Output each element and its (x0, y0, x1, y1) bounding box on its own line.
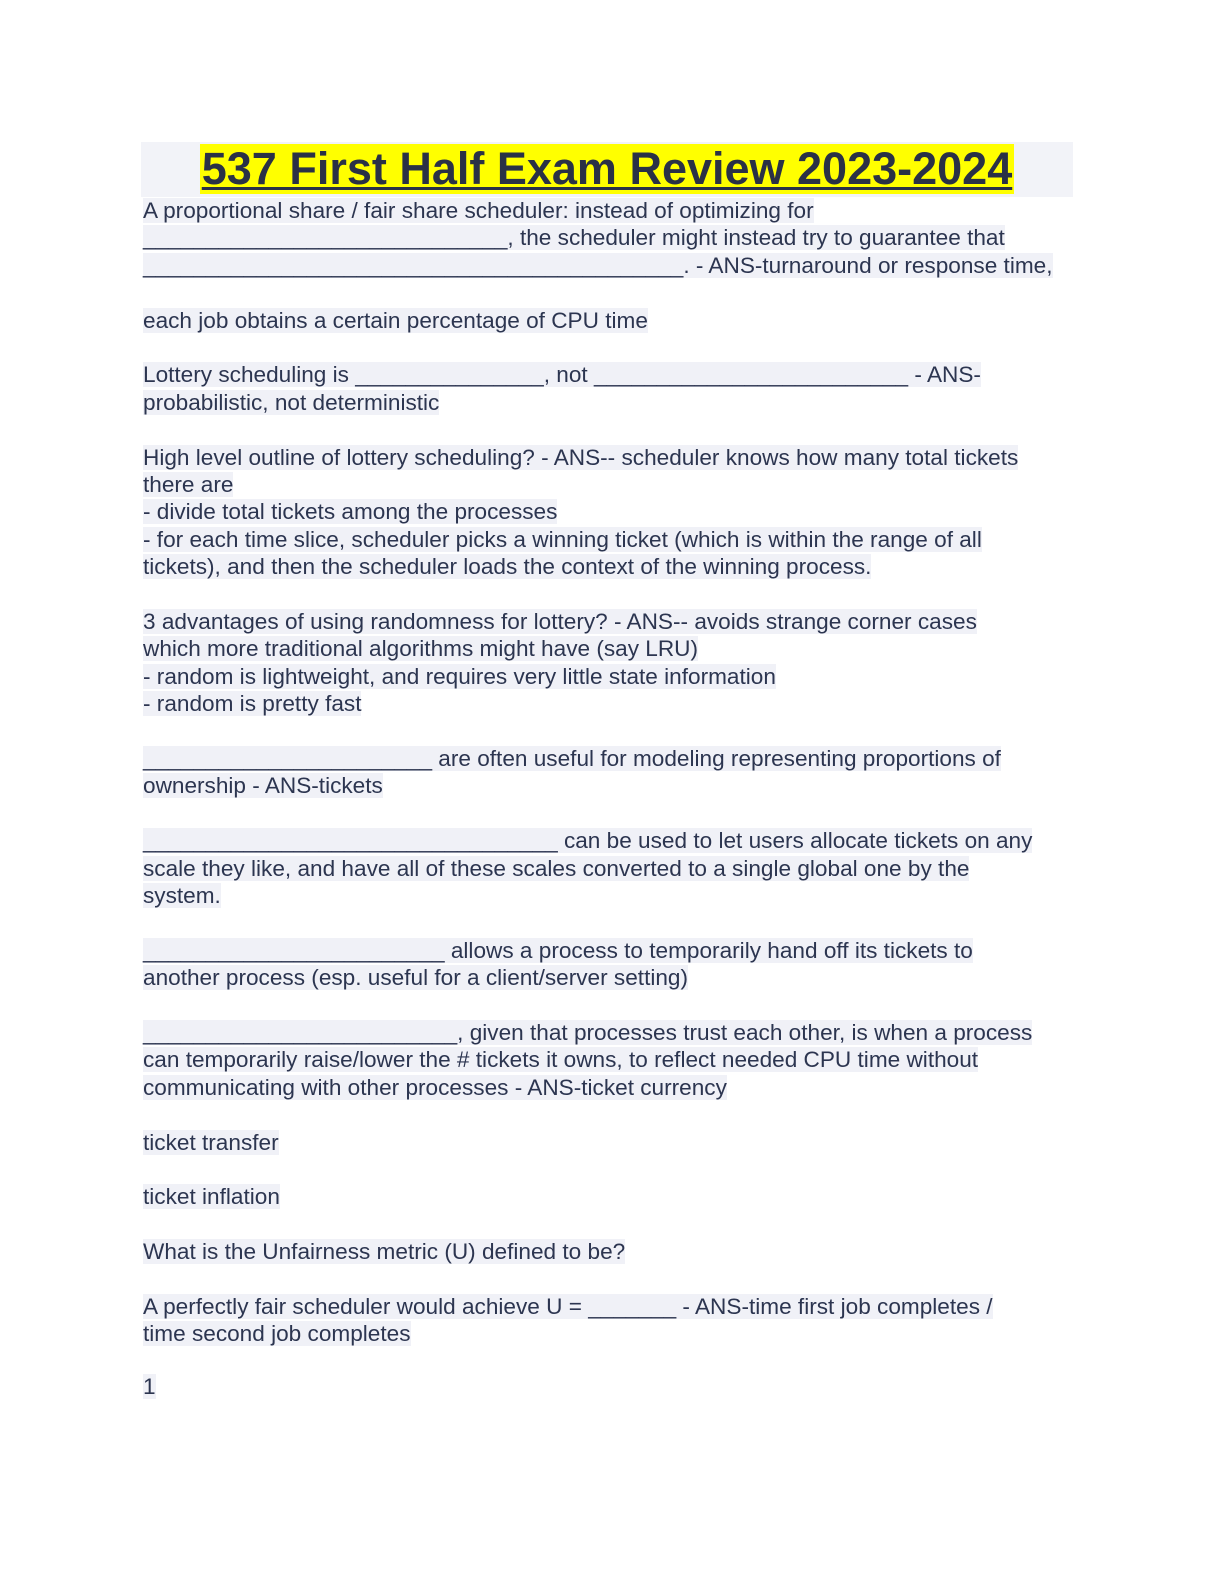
paragraph-8 (143, 937, 1073, 992)
text-line: each job obtains a certain percentage of CPU time (143, 307, 648, 333)
text-line: _______________________ are often useful for modeling representing proportions of (143, 746, 1001, 772)
text-line: time second job completes (143, 1321, 411, 1347)
text-line: tickets), and then the scheduler loads the context of the winning process. (143, 554, 872, 580)
paragraph-9 (143, 1019, 1073, 1101)
title-band (141, 142, 1073, 197)
text-line: ___________________________________________. - ANS-turnaround or response time, (143, 252, 1053, 278)
paragraph-3 (143, 361, 1073, 416)
text-line: _________________________________ can be used to let users allocate tickets on any (143, 828, 1033, 854)
paragraph-1 (143, 197, 1073, 279)
paragraph-2 (143, 307, 1073, 334)
text-line: ticket transfer (143, 1129, 279, 1155)
text-line: probabilistic, not deterministic (143, 389, 440, 415)
text-line: can temporarily raise/lower the # tickets it owns, to reflect needed CPU time without (143, 1047, 979, 1073)
text-line: which more traditional algorithms might have (say LRU) (143, 636, 699, 662)
text-line: _________________________, given that processes trust each other, is when a process (143, 1020, 1033, 1046)
text-line: scale they like, and have all of these scales converted to a single global one by the (143, 855, 970, 881)
paragraph-4 (143, 444, 1073, 581)
paragraph-11 (143, 1183, 1073, 1210)
paragraph-10 (143, 1129, 1073, 1156)
text-line: - random is pretty fast (143, 691, 362, 717)
text-line: A perfectly fair scheduler would achieve U = _______ - ANS-time first job completes / (143, 1294, 993, 1320)
document-body (143, 197, 1073, 1375)
paragraph-12 (143, 1238, 1073, 1265)
text-line: A proportional share / fair share scheduler: instead of optimizing for (143, 198, 814, 223)
text-line: - for each time slice, scheduler picks a winning ticket (which is within the range of all (143, 526, 982, 552)
text-line: - divide total tickets among the processes (143, 499, 558, 525)
text-line: What is the Unfairness metric (U) defined to be? (143, 1239, 626, 1265)
paragraph-5 (143, 608, 1073, 718)
text-line: 3 advantages of using randomness for lottery? - ANS-- avoids strange corner cases (143, 609, 977, 635)
text-line: communicating with other processes - ANS-ticket currency (143, 1074, 727, 1100)
text-line: ownership - ANS-tickets (143, 773, 383, 799)
page-number: 1 (143, 1374, 156, 1399)
text-line: ________________________ allows a process to temporarily hand off its tickets to (143, 937, 973, 963)
text-line: another process (esp. useful for a client/server setting) (143, 965, 689, 991)
text-line: there are (143, 472, 234, 498)
document-title: 537 First Half Exam Review 2023-2024 (201, 143, 1013, 194)
paragraph-7 (143, 827, 1073, 909)
text-line: High level outline of lottery scheduling? - ANS-- scheduler knows how many total tickets (143, 444, 1019, 470)
text-line: ticket inflation (143, 1184, 280, 1210)
paragraph-6 (143, 745, 1073, 800)
paragraph-13 (143, 1293, 1073, 1348)
text-line: - random is lightweight, and requires very little state information (143, 663, 776, 689)
text-line: system. (143, 883, 221, 909)
text-line: Lottery scheduling is _______________, not _________________________ - ANS- (143, 362, 981, 388)
text-line: _____________________________, the scheduler might instead try to guarantee that (143, 225, 1005, 251)
